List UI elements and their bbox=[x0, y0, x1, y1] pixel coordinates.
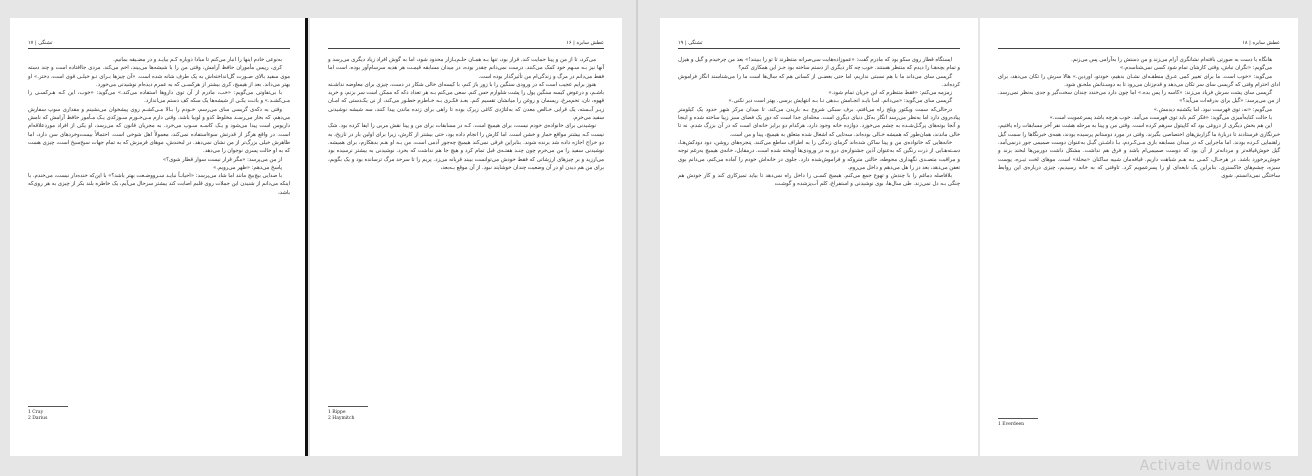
paragraph: زمزمه می‌کنم: «فقط منتظرم که این جریان تمام شود.» bbox=[828, 90, 952, 97]
page-19 bbox=[660, 18, 978, 456]
page-18 bbox=[980, 18, 1298, 456]
paragraph: این هم بخش دیگری از دروغی بود که کاپیتول سرهم کرده است. وقتی من و پینا به مرحله هشت نفر آخر مسابقات راه یافتیم، خبرنگاری فرستادند تا دربارهٔ ما گزارش‌های اختصاصی بگیرند. وقتی در مورد دوستانم پرسیده بودند، همه‌ی خبرنگاها را سمت گیل راهنمایی کـرده بودند. اما ماجرایی که در میدان مسابقه بازی مـی‌کـردم، بـا داشـتن گیـل به‌عنوان دوست صمیمی جور درنمی‌آمد. گیل خوش‌قیافه‌تر و مردانه‌تر از آن بود که دوست صمیمی‌ام باشد و فرق هم نداشت. مشکل داشت دوربین‌ها لبخند بزند و خوش‌برخورد باشد. در هرحـال، کمـی بـه هـم شباهت داریم. قیافه‌مان شبیه ساکنان «محلهٔ» است. موهای لخت تیـره، پوست سبزه، چشم‌های خاکستری. بنابراین یک نابغه‌ای او را پسرعمویم کرد. تاوقتی که به خانه رسیدیم، چیزی درباره‌ی این روابط ساختگی نمی‌دانستم. شوی bbox=[998, 123, 1280, 180]
page-body bbox=[28, 56, 290, 197]
page-body bbox=[328, 56, 604, 172]
footnote-rule bbox=[998, 418, 1038, 419]
paragraph: بلافاصله دماغم را با چندش و تهوع جمع می‌کنم. هیمیچ کسـی را داخل راه نمی‌دهد تا بیاید تمیزکاری کند و کار خودش هم چنگی بـه دل نمی‌زند. طی سال‌ها، بوی نوشیدنی و استفراغ، کلم آب‌پزشده و گوشـت bbox=[678, 173, 960, 188]
page-body bbox=[678, 56, 960, 189]
header-rule bbox=[678, 48, 960, 49]
paragraph: کری، رییس مأموران حافظ آرامش، وقتی من را با شیشه‌ها می‌بیند، اخم می‌کند. مردی جاافتاده است و چند دسته موی سفید بالای صـورت گل‌انداخته‌اش به یک طرف شانه شده است. «آن چیزها بـرای تـو خیلـی قوی است، دختر.» او بهتر می‌داند. بعد از هیمیچ، کری بیشتر از هرکسـی که به عمرم دیده‌ام نوشیدنی می‌خورد. bbox=[28, 65, 290, 88]
paragraph: با حالت کنایه‌آمیزی می‌گوید: «فکر کنم باید توی فهرست می‌آمد. خوب هرچه باشد پسرعمویت است.» bbox=[1049, 115, 1272, 122]
page-body bbox=[998, 56, 1280, 180]
footnote: 1 Cray bbox=[28, 410, 44, 415]
paragraph: با بی‌تفاوتی می‌گویم: «خب، مادرم از آن توی داروها استفاده می‌کند.» می‌گوید: «خوب، این کـه هـرکسـی را مـی‌کشـد.» و باتـت یکـی از شیشه‌ها یک سکه کف دستم می‌اندازد. bbox=[28, 90, 290, 105]
page-header: ۱۸ | عطش سابره bbox=[1242, 40, 1280, 46]
footnote: 1 Everdeen bbox=[998, 422, 1025, 427]
paragraph: گریسی سای می‌گوید: «می‌دانم. امـا بایـد انجـامش بـدهی تـا بـه انتهایش برسی. بهتر است دیر نکنی.» bbox=[728, 98, 952, 105]
paragraph: هانگاه با دست به صورتی بافته‌ام نشانگری آرام می‌زند و من دستش را به‌آرامی پس می‌زنم. bbox=[1071, 57, 1272, 63]
paragraph: درحالی‌که سمت ویکتور ویلج راه می‌افتم، برف سبکی شروع بـه باریدن می‌کند. تا میدان مرکز شهر حدود یک کیلومتر پیاده‌روی دارد اما به‌نظر می‌رسد انگار به‌کل دنیای دیگری است. محله‌ای جدا است که دور یک فضای سبز زیبا ساخته شده و اینجا و آنجا بوته‌های پرگـل‌شـده به چشم می‌خورد. دوازده خانه وجود دارد، هرکدام دو برابر خانه‌ای است که در آن بزرگ شدم. نه تا خالی ماندند، همان‌طور که همیشه خـالی بوده‌اند. سه‌تایی که اشغال شده متعلق به هیمیچ، پینا و من است. bbox=[678, 106, 960, 138]
activation-watermark: Activate Windows bbox=[1139, 458, 1272, 474]
paragraph: گریسی سای پشت سرش فریاد می‌زند: «کاسه را پس بده.» اما چون دارد می‌خندد چندان سخت‌گیر و جدی به‌نظر نمی‌رسد. از من می‌پرسد: «گیل برای بدرقه‌ات می‌آید؟» bbox=[998, 90, 1280, 105]
page-17 bbox=[10, 18, 308, 456]
footnote-rule bbox=[328, 406, 368, 407]
page-header: تشنگی | ۱۹ bbox=[678, 40, 703, 46]
paragraph: هنوز برایم عجیب است که در ورودی سنگین را با زور باز کنم، با کیسه‌ای خالی شکار در دست، چیزی برای معاوضه نداشـته باشـم، و درعوض کیسه سنگین پول را پشت شلوارم حس کنم. سعی می‌کنم بـه هر تعداد دکه که ممکن است سر بزنم، و خرید قهوه، نان، تخم‌مرغ، ریسمان و روغن را میانشان تقسیم کنم. بعـد فکـری بـه خـاطرم خطـور می‌کند، از نی یکـدستی که امـان زیـر آبـسته، یک قرابی خـالص معدن که به‌لتاژدی کاغی زیرک بوده تا راهی برای زنده ماندن پیدا کنند، سه شیشه نوشیدنی سفید می‌خرم. bbox=[328, 81, 604, 122]
header-rule bbox=[328, 48, 604, 49]
spread-right bbox=[660, 18, 1298, 456]
paragraph: به‌نوعی خادم اینها را انبار می‌کنم تا مبادا دوباره کـم بیایـد و در مضـیقه بمانیم. bbox=[113, 57, 282, 63]
paragraph: گریسی سای می‌داند ما با هم نسبتی نداریم، اما حتی بعضـی از کسانی هم که سال‌ها است ما را می‌شناسند انگار فراموش کرده‌اند. bbox=[678, 73, 960, 88]
paragraph: می‌گویم: «نه، توی فهرست نبود. اما یکشنبه دیدمش.» bbox=[1153, 106, 1272, 113]
paragraph: می‌گوید: «خوب است. ما برای تغییر کمی عـرق منطقـه‌ای نشـان بدهیم، خودتو، اوردین.» هالا سرش را تکان می‌دهد، برای ادای احترام وقتی که گریسی سای سر تکان می‌دهد و قدم‌زنان می‌رود تا به دوسـتانش ملحـق شود. bbox=[998, 73, 1280, 88]
paragraph: از من می‌پرسد: «مگر قرار نیست سوار قطار شوی؟» bbox=[162, 156, 282, 163]
spread-divider bbox=[636, 0, 638, 476]
paragraph: با صدایی بیچ‌بیچ مانند اما شاد می‌پرسد: «احیانـاً نبایـد سـرووضـعت بهتر باشد؟» با این‌که خنده‌دار نیست، می‌خندم. با اینکه می‌دانم از شنیدن این جملات روی قلبم اصابت کند بیشتر سرحال می‌آیم، یک خاطره بلند بکر از چیزی به هر روی‌که باشد، bbox=[28, 173, 290, 196]
paragraph: می‌کرد، تا از من و پینا حمایت کند. قرار بود، تنها بـه همـان حلـم‌بـازار محدود شود، اما به گوش افراد زیاد دیگری می‌رسد و آنها نیز بـه سـهم خود کمک می‌کنند. درست نمی‌دانم چقدر بوده، در میدان مسابقه قیمـت هر هدیه سرسام‌آور بوده، است اما فقط می‌دانم در مرگ و زندگی‌ام من تأثیرگذار بوده است. bbox=[328, 57, 604, 80]
footnote-rule bbox=[28, 406, 68, 407]
footnote: 1 Rippe bbox=[328, 410, 346, 415]
header-rule bbox=[28, 48, 290, 49]
paragraph: وقتی به دکه‌ی گریسی سای می‌رسم، خـودم را بـالا مـی‌کشـم روی پیشخوان می‌نشینم و مقداری سوپ سفارش می‌دهم، که بخار می‌رسـد مخلوط کدو و لوبیا باشد. وقتی دارم مـی‌خـورم سـوزکدی یـک مـأمور حافظ آرامش که نامش داریوس است پیدا می‌شود و یـک کاسـه سـوپ می‌خرد. به مجریان قانون که می‌رسد، او یکی از افراد موردعلاقه‌ام است. در واقع هرگز از قدرتش سوءاستفاده نمی‌کند، معمولاً اهل شوخی است. احتمالاً بیست‌وخردهای سن دارد، اما ظاهرش خیلی بزرگ‌تر از من نشان نمی‌دهد. در لبخندش، موهای قرمزش که به تمام جهات سیخ‌سیخ است، چیزی هست که به او حالت پسری نوجوان را می‌دهد. bbox=[28, 106, 290, 155]
page-16 bbox=[310, 18, 622, 456]
spread-left bbox=[10, 18, 622, 456]
paragraph: خانه‌هایی که خانواده‌ی من و پینا ساکن شده‌اند گرمای زندگی را به اطراف ساطع می‌کنند. پنجره‌های روشن، دود دودکش‌هـا، دسـته‌هـایی از ذرت رنگین که به‌عنوان آذین جشنواره‌ی درو به در ورودی‌ها آویخته شده است. درمقابل، خانه‌ی هیمیچ به‌رغم توجه و مراقبت متصـدی نگهداری محوطه، حالتی متروکه و فراموش‌شده دارد. جلوی در خانه‌اش خودم را آماده می‌کنم، می‌دانم بوی تعفن می‌دهد، بعد در را هل می‌دهم و داخل می‌روم. bbox=[678, 139, 960, 171]
paragraph: می‌گویم: «نگران نباش، وقتی کارشان تمام شود کسی نمی‌شناسدم.» bbox=[1120, 65, 1272, 72]
header-rule bbox=[998, 48, 1280, 49]
page-header: تشنگی | ۱۷ bbox=[28, 40, 53, 46]
paragraph: نوشیدنی برای خانواده‌ی خودم نیست، برای هیمیچ است. کـه در مسابقات برای من و پینا نقش مربی را ایفا کرده بود. شک نیست کـه بیشتر مواقع خمار و خشن است. اما کارش را انجام داده بود، حتی بیشتر از کارش، زیرا برای اولین بار در تاریخ، به دو خراج اجازه داده شد برنده شوند. بنابراین فرقی نمی‌کند هیمیچ چه‌جور آدمی است، من بـه او هـم بدهکارم، برای همیشه. نوشیدنی سفید را من می‌خرم چون چنـد هفتـه‌ی قبل تمام کرد و هیچ جا هم نداشت که بخرد. نوشیدنی به بیشتر نرسیده بود می‌ارزید و بر چیزهای ارزشاتی که فقط خودش می‌توانست بیبند قربانه می‌زد. پریم را تا سرحد مرگ ترسانده بود و یک بگویم، برای من هم دیدن او در آن وضعیت چندان خوشایند نبود. از آن موقع بـه‌بعد، bbox=[328, 123, 604, 171]
page-header: ۱۶ | عطش سابره bbox=[566, 40, 604, 46]
paragraph: ایستگاه قطار روی سکو بود که مادرم گفت: «عموزاده‌هایت سی‌صرانه منتظرند تا تو را ببینند!» بعد من چرخیدم و گیل و هیزل و تمام بچه‌هـا را دیدم که منتظر هستند. خوب چه کار دیگری از دستم ساخته بود جـز این همکاری کنم؟ bbox=[678, 57, 960, 72]
paragraph: پاسخ می‌دهم: «ظهر می‌رویم.» bbox=[213, 164, 282, 171]
footnote: 2 Haymitch bbox=[328, 416, 355, 421]
footnote: 2 Darius bbox=[28, 416, 48, 421]
